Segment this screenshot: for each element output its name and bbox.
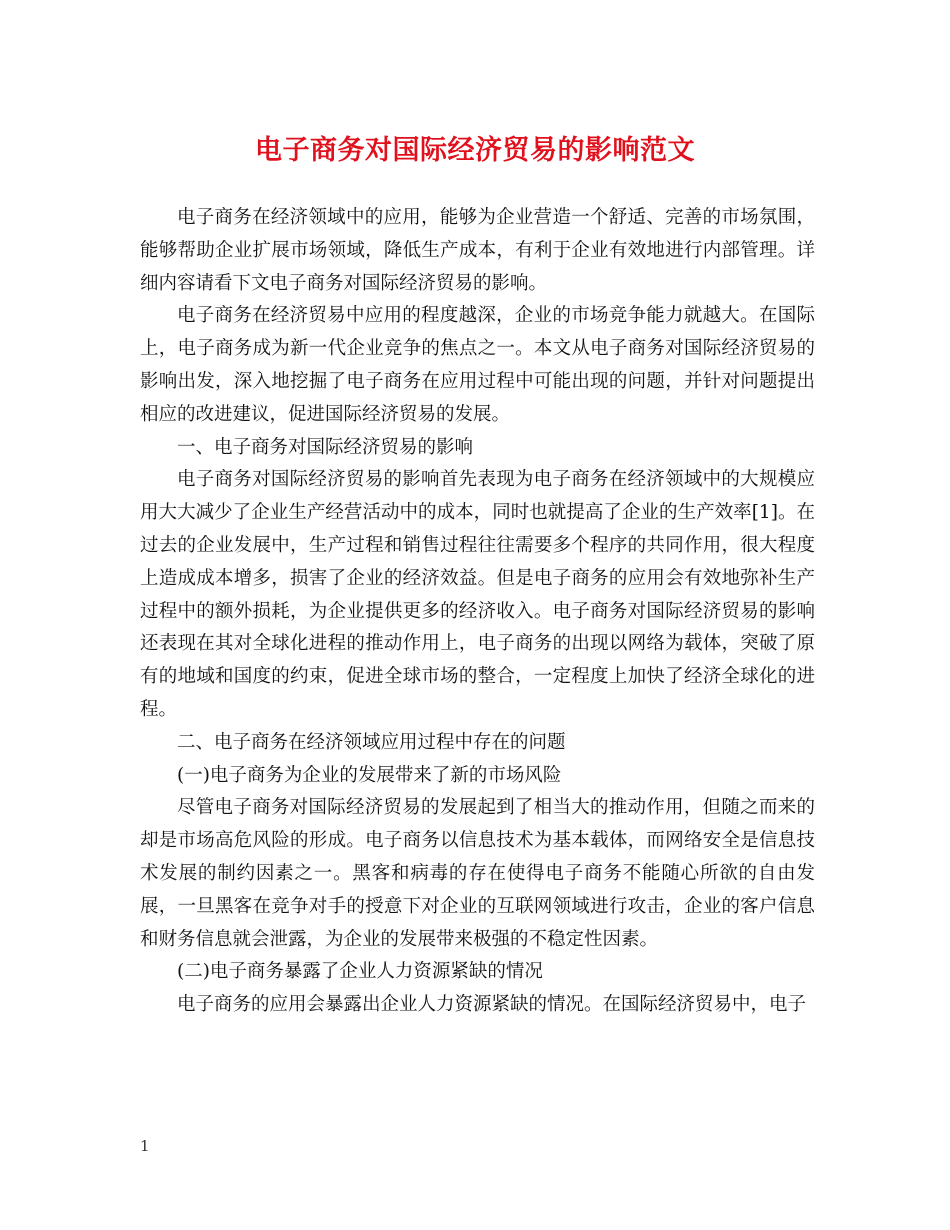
body-paragraph: 电子商务对国际经济贸易的影响首先表现为电子商务在经济领域中的大规模应用大大减少了企业生产经营活动中的成本，同时也就提高了企业的生产效率[1]。在过去的企业发展中，生产过程和销售过程往往需要多个程序的共同作用，很大程度上造成成本增多，损害了企业的经济效益。但是电子商务的应用会有效地弥补生产过程中的额外损耗，为企业提供更多的经济收入。电子商务对国际经济贸易的影响还表现在其对全球化进程的推动作用上，电子商务的出现以网络为载体，突破了原有的地域和国度的约束，促进全球市场的整合，一定程度上加快了经济全球化的进程。 (140, 469, 815, 720)
body-paragraph: 尽管电子商务对国际经济贸易的发展起到了相当大的推动作用，但随之而来的却是市场高危风险的形成。电子商务以信息技术为基本载体，而网络安全是信息技术发展的制约因素之一。黑客和病毒的存在使得电子商务不能随心所欲的自由发展，一旦黑客在竞争对手的授意下对企业的互联网领域进行攻击，企业的客户信息和财务信息就会泄露，为企业的发展带来极强的不稳定性因素。 (140, 797, 815, 950)
section-heading-2: 二、电子商务在经济领域应用过程中存在的问题 (177, 731, 566, 753)
section-heading-1: 一、电子商务对国际经济贸易的影响 (177, 436, 474, 458)
document-body (140, 202, 815, 1022)
page-number: 1 (140, 1137, 150, 1155)
subsection-heading-1: (一)电子商务为企业的发展带来了新的市场风险 (177, 764, 562, 786)
body-paragraph: 电子商务的应用会暴露出企业人力资源紧缺的情况。在国际经济贸易中，电子 (177, 994, 807, 1016)
page-title: 电子商务对国际经济贸易的影响范文 (255, 135, 695, 166)
intro-paragraph: 电子商务在经济领域中的应用，能够为企业营造一个舒适、完善的市场氛围，能够帮助企业扩展市场领域，降低生产成本，有利于企业有效地进行内部管理。详细内容请看下文电子商务对国际经济贸易的影响。 (140, 207, 815, 294)
body-paragraph: 电子商务在经济贸易中应用的程度越深，企业的市场竞争能力就越大。在国际上，电子商务成为新一代企业竞争的焦点之一。本文从电子商务对国际经济贸易的影响出发，深入地挖掘了电子商务在应用过程中可能出现的问题，并针对问题提出相应的改进建议，促进国际经济贸易的发展。 (140, 305, 815, 425)
subsection-heading-2: (二)电子商务暴露了企业人力资源紧缺的情况 (177, 961, 543, 983)
